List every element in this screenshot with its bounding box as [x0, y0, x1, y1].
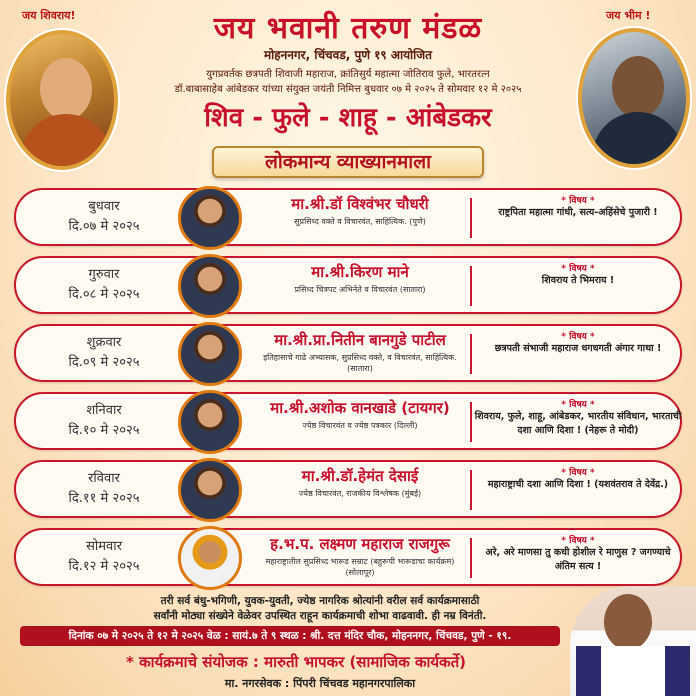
row-divider — [470, 334, 472, 374]
weekday: बुधवार — [88, 199, 120, 214]
ambedkar-portrait — [578, 28, 690, 168]
series-banner: लोकमान्य व्याख्यानमाला — [212, 146, 484, 178]
weekday: शनिवार — [86, 403, 122, 418]
speaker-description: महाराष्ट्रातील सुप्रसिध्द भारूड सम्राट (बहुरूपी भारूडाचा कार्यक्रम) (सोलापूर) — [265, 557, 455, 577]
organizer-name: मारुती भापकर (सामाजिक कार्यकर्ते) — [264, 653, 466, 671]
lecture-date: दि.१० मे २०२५ — [68, 423, 140, 438]
topic-label: * विषय * — [561, 400, 595, 410]
weekday: शुक्रवार — [86, 335, 122, 350]
speaker-photo — [178, 254, 242, 318]
speaker-name: मा.श्री.डॉ.हेमंत देसाई — [301, 467, 419, 485]
speaker-name: मा.श्री.प्रा.नितीन बानगुडे पाटील — [274, 331, 446, 349]
speaker-name: ह.भ.प. लक्ष्मण महाराज राजगुरू — [270, 535, 450, 553]
occasion-line-1: युगप्रवर्तक छत्रपती शिवाजी महाराज, क्रांतिसुर्य महात्मा जोतिराव फुले, भारतरत्न — [206, 69, 490, 80]
topic-text: राष्ट्रपिता महात्मा गांधी, सत्य-अहिंसेचे पुजारी ! — [498, 207, 658, 218]
row-divider — [470, 470, 472, 510]
invitation-line-1: तरी सर्व बंधु-भगिणी, युवक-युवती, ज्येष्ठ नागरिक श्रोत्यांनी वरील सर्व कार्यक्रमासाठी — [160, 595, 480, 607]
lecture-day — [34, 196, 174, 234]
topic-label: * विषय * — [561, 332, 595, 342]
topic-label: * विषय * — [561, 468, 595, 478]
invitation-line-2: सर्वांनी मोठ्या संख्येने वेळेवर उपस्थित राहून कार्यक्रमाची शोभा वाढवावी. ही नम्र विनंती. — [153, 610, 487, 622]
topic-text: छत्रपती संभाजी महाराज धगधगती अंगार गाथा ! — [494, 343, 662, 354]
weekday: गुरुवार — [88, 267, 120, 282]
lecture-row — [14, 256, 682, 314]
row-divider — [470, 266, 472, 306]
speaker-photo — [178, 322, 242, 386]
lecture-day — [34, 400, 174, 438]
lecture-day — [34, 536, 174, 574]
lecture-row — [14, 392, 682, 450]
organizer-label: * कार्यक्रमाचे संयोजक : — [126, 653, 259, 671]
speaker-description: सुप्रसिध्द वक्ते व विचारवंत, साहित्यिक. (पुणे) — [294, 217, 426, 226]
right-slogan-tag: जय भीम ! — [606, 9, 651, 22]
organizer-photo — [570, 586, 696, 696]
speaker-name: मा.श्री.किरण माने — [311, 263, 409, 281]
organizer-role: मा. नगरसेवक : पिंपरी चिंचवड महानगरपालिका — [224, 677, 416, 690]
speaker-description: ज्येष्ठ विचारवंत व ज्येष्ठ पत्रकार (दिल्ली) — [302, 421, 418, 430]
lecture-day — [34, 332, 174, 370]
slogan: शिव - फुले - शाहू - आंबेडकर — [204, 103, 492, 133]
date-venue-bar: दिनांक ०७ मे २०२५ ते १२ मे २०२५ वेळ : सायं.७ ते ९ स्थळ : श्री. दत्त मंदिर चौक, मोहननगर, चिंचवड, पुणे - १९. — [20, 626, 560, 646]
lecture-row — [14, 324, 682, 382]
lecture-day — [34, 468, 174, 506]
speaker-description: ज्येष्ठ विचारवंत, राजकीय विश्लेषक (मुंबई) — [298, 489, 422, 498]
topic-label: * विषय * — [561, 536, 595, 546]
speaker-description: प्रसिध्द चित्रपट अभिनेते व विचारवंत (सातारा) — [294, 285, 426, 294]
topic-text: महाराष्ट्राची दशा आणि दिशा ! (यशवंतराव ते देवेंद्र.) — [487, 479, 669, 490]
topic-text: अरे, अरे माणसा तु कधी होशील रे माणुस ? जगण्याचे अंतिम सत्य ! — [485, 547, 671, 572]
speaker-name: मा.श्री.डॉ विश्वंभर चौधरी — [291, 195, 429, 213]
topic-label: * विषय * — [561, 196, 595, 206]
lecture-row — [14, 528, 682, 586]
weekday: सोमवार — [86, 539, 122, 554]
lecture-date: दि.०८ मे २०२५ — [68, 287, 140, 302]
speaker-description: इतिहासाचे गाढे अभ्यासक, सुप्रसिध्द वक्ते, व विचारवंत, साहित्यिक. (सातारा) — [263, 353, 457, 373]
speaker-name: मा.श्री.अशोक वानखाडे (टायगर) — [270, 399, 450, 417]
row-divider — [470, 198, 472, 238]
occasion-line-2: डॉ.बाबासाहेब आंबेडकर यांच्या संयुक्त जयंती निमित्त बुधवार ०७ मे २०२५ ते सोमवार १२ मे २०२५ — [174, 84, 522, 95]
lecture-day — [34, 264, 174, 302]
speaker-photo — [178, 186, 242, 250]
lecture-row — [14, 188, 682, 246]
topic-label: * विषय * — [561, 264, 595, 274]
speaker-photo — [178, 458, 242, 522]
speaker-photo — [178, 390, 242, 454]
left-slogan-tag: जय शिवराय! — [22, 9, 76, 22]
speaker-photo — [178, 526, 242, 590]
topic-text: शिवराय ते भिमराय ! — [541, 275, 615, 286]
organizer-location: मोहननगर, चिंचवड, पुणे १९ आयोजित — [263, 48, 433, 62]
main-title: जय भवानी तरुण मंडळ — [213, 11, 483, 46]
row-divider — [470, 538, 472, 578]
weekday: रविवार — [88, 471, 120, 486]
shivaji-portrait — [6, 30, 118, 170]
lecture-date: दि.११ मे २०२५ — [68, 491, 140, 506]
lecture-date: दि.१२ मे २०२५ — [68, 559, 140, 574]
organizer-line — [46, 652, 546, 672]
lecture-row — [14, 460, 682, 518]
row-divider — [470, 402, 472, 442]
topic-text: शिवराय, फुले, शाहू, आंबेडकर, भारतीय संविधान, भारताची दशा आणि दिशा ! (नेहरू ते मोदी) — [474, 411, 682, 436]
lecture-date: दि.०९ मे २०२५ — [68, 355, 140, 370]
lecture-date: दि.०७ मे २०२५ — [68, 219, 140, 234]
